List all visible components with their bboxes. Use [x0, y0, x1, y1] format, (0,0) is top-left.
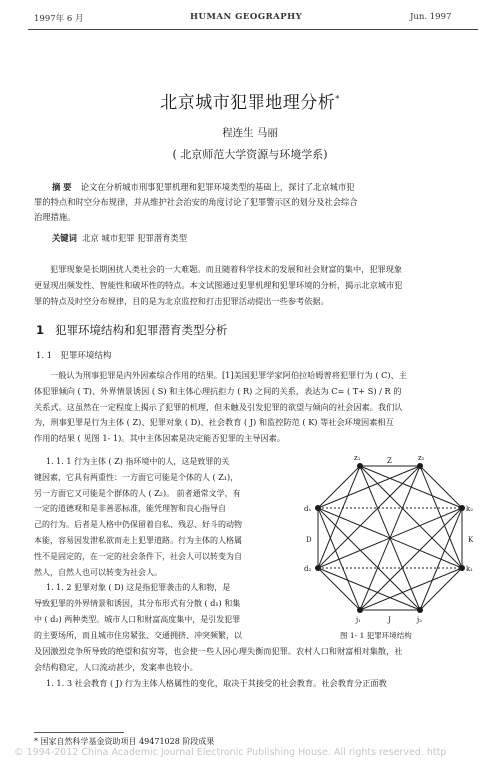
- copyright-watermark: © 1994-2012 China Academic Journal Electronic Publishing House. All rights reserved. http: [14, 747, 447, 758]
- keywords-list: 北京 城市犯罪 犯罪潜育类型: [82, 233, 188, 243]
- node-j2: [417, 607, 423, 613]
- node-j1: [357, 607, 363, 613]
- text-line: 体犯罪倾向 ( T)、外界情景诱因 ( S) 和主体心理抗拒力 ( R) 之间的关系，表达为 C= ( T+ S) / R 的: [34, 385, 402, 396]
- label-j: J: [388, 616, 391, 624]
- text-line: 己的行为。后者是人格中仍保留着自私、残忍、好斗的动物: [34, 520, 242, 530]
- title-footnote-mark: *: [335, 94, 340, 104]
- keywords: [52, 232, 187, 244]
- subsection-title: 犯罪环境结构: [60, 351, 112, 361]
- subsection-number: 1. 1: [36, 351, 53, 361]
- text-line: 然人，自然人也可以转变为社会人。: [34, 567, 162, 577]
- label-d2: d₂: [304, 565, 312, 573]
- label-j1: j₁: [356, 616, 361, 624]
- figure-caption: 图 1- 1 犯罪环境结构: [340, 631, 412, 640]
- node-k1: [459, 565, 465, 571]
- abstract-line: 罪的特点和时空分布规律，并从维护社会治安的角度讨论了犯罪警示区的划分及社会综合: [34, 197, 358, 207]
- body-paragraph-continued: [34, 644, 476, 691]
- crime-environment-diagram: [300, 452, 480, 642]
- label-z: Z: [387, 457, 392, 465]
- text-line: 关系式。这虽然在一定程度上揭示了犯罪的机理，但未触及引发犯罪的欲望与倾向的社会因素。我们认: [34, 401, 403, 412]
- node-z1: [357, 463, 363, 469]
- text-line: 会结构稳定，人口流动甚少，发案率也较小。: [34, 661, 198, 672]
- diagram-connections: [318, 466, 462, 610]
- text-line: 性不是固定的，在一定的社会条件下，社会人可以转变为自: [34, 551, 242, 561]
- label-z1: z₁: [354, 454, 361, 462]
- text-line: 一般认为刑事犯罪是内外因素综合作用的结果。[1]美国犯罪学家阿伯拉哈姆曾将犯罪行为 ( C)、主: [50, 370, 407, 380]
- text-line: 1. 1. 2 犯罪对象 ( D) 这是指犯罪袭击的人和物，是: [46, 583, 231, 593]
- label-d1: d₁: [304, 505, 312, 513]
- label-k1: k₁: [466, 565, 474, 573]
- text-line: 为，刑事犯罪是行为主体 ( Z)、犯罪对象 ( D)、社会教育 ( J) 和监控防范 ( K) 等社会环境因素相互: [34, 417, 394, 428]
- article-authors: 程连生 马丽: [222, 127, 278, 139]
- label-d: D: [306, 536, 312, 544]
- section-number: 1: [36, 323, 45, 337]
- text-line: 1. 1. 3 社会教育 ( J) 行为主体人格属性的变化，取决于其接受的社会教育。社会教育分正面教: [46, 677, 387, 688]
- keywords-label: 关键词: [52, 233, 77, 243]
- label-j2: j₂: [417, 616, 422, 624]
- text-line: 本能，容易因发泄私欲而走上犯罪道路。行为主体的人格属: [34, 535, 242, 545]
- text-line: 一定的道德观和是非善恶标准，能凭理智和良心指导自: [34, 504, 226, 514]
- footnote-rule: [34, 732, 124, 733]
- text-line: 更显现出频发性、智能性和破坏性的特点。本文试图通过犯罪机理和犯罪环境的分析，揭示北京城市犯: [34, 279, 403, 290]
- text-line: 的主要场所，而且城市住房紧张、交通拥挤、冲突频繁，以: [34, 630, 242, 640]
- header-issue: Jun. 1997: [410, 12, 452, 22]
- body-paragraph: [34, 368, 476, 447]
- abstract: [34, 180, 454, 225]
- text-line: 犯罪现象是长期困扰人类社会的一大难题。而且随着科学技术的发展和社会财富的集中，犯罪现象: [50, 264, 403, 274]
- node-k2: [459, 505, 465, 511]
- node-d1: [315, 505, 321, 511]
- article-title: 北京城市犯罪地理分析*: [160, 93, 340, 113]
- abstract-line: 治理措施。: [34, 212, 76, 222]
- section-title: 犯罪环境结构和犯罪潜育类型分析: [54, 323, 228, 337]
- text-line: 作用的结果 ( 见图 1- 1)。其中主体因素是决定能否犯罪的主导因素。: [34, 433, 286, 444]
- abstract-line: 论文在分析城市刑事犯罪机理和犯罪环境类型的基础上，探讨了北京城市犯: [80, 182, 355, 192]
- body-paragraph-narrow: [34, 454, 292, 644]
- footnote: * 国家自然科学基金资助项目 49471028 阶段成果: [34, 737, 215, 746]
- header-date: 1997年 6 月: [34, 14, 84, 24]
- header-rule: [28, 29, 478, 30]
- node-d2: [315, 565, 321, 571]
- label-k2: k₂: [466, 505, 474, 513]
- text-line: 罪的特点及时空分布规律，目的是为北京监控和打击犯罪活动提出一些参考依据。: [34, 295, 329, 306]
- text-line: 中 ( d₂) 两种类型。城市人口和财富高度集中，是引发犯罪: [34, 614, 241, 624]
- text-line: 1. 1. 1 行为主体 ( Z) 指环境中的人，这是致罪的关: [46, 457, 230, 466]
- article-affiliation: ( 北京师范大学资源与环境学系): [172, 148, 328, 161]
- text-line: 及因激烈竞争所导致的绝望和贫穷等，也会使一些人因心理失衡而犯罪。农村人口和财富相对集散，社: [34, 646, 403, 656]
- text-line: 导致犯罪的外界情景和诱因，其分布形式有分散 ( d₁) 和集: [34, 599, 241, 609]
- section-heading: [36, 322, 227, 338]
- label-k: K: [468, 536, 474, 544]
- node-z2: [417, 463, 423, 469]
- text-line: 另一方面它又可能是个群体的人 ( Z₂)。 前者通常文学，有: [34, 488, 241, 498]
- text-line: 键因素，它具有两重性：一方面它可能是个体的人 ( Z₁)，: [34, 472, 239, 482]
- header-journal-name: HUMAN GEOGRAPHY: [190, 12, 303, 22]
- label-z2: z₂: [418, 454, 425, 462]
- intro-paragraph: [34, 262, 476, 309]
- subsection-heading: [36, 349, 111, 361]
- abstract-label: 摘 要: [52, 182, 72, 192]
